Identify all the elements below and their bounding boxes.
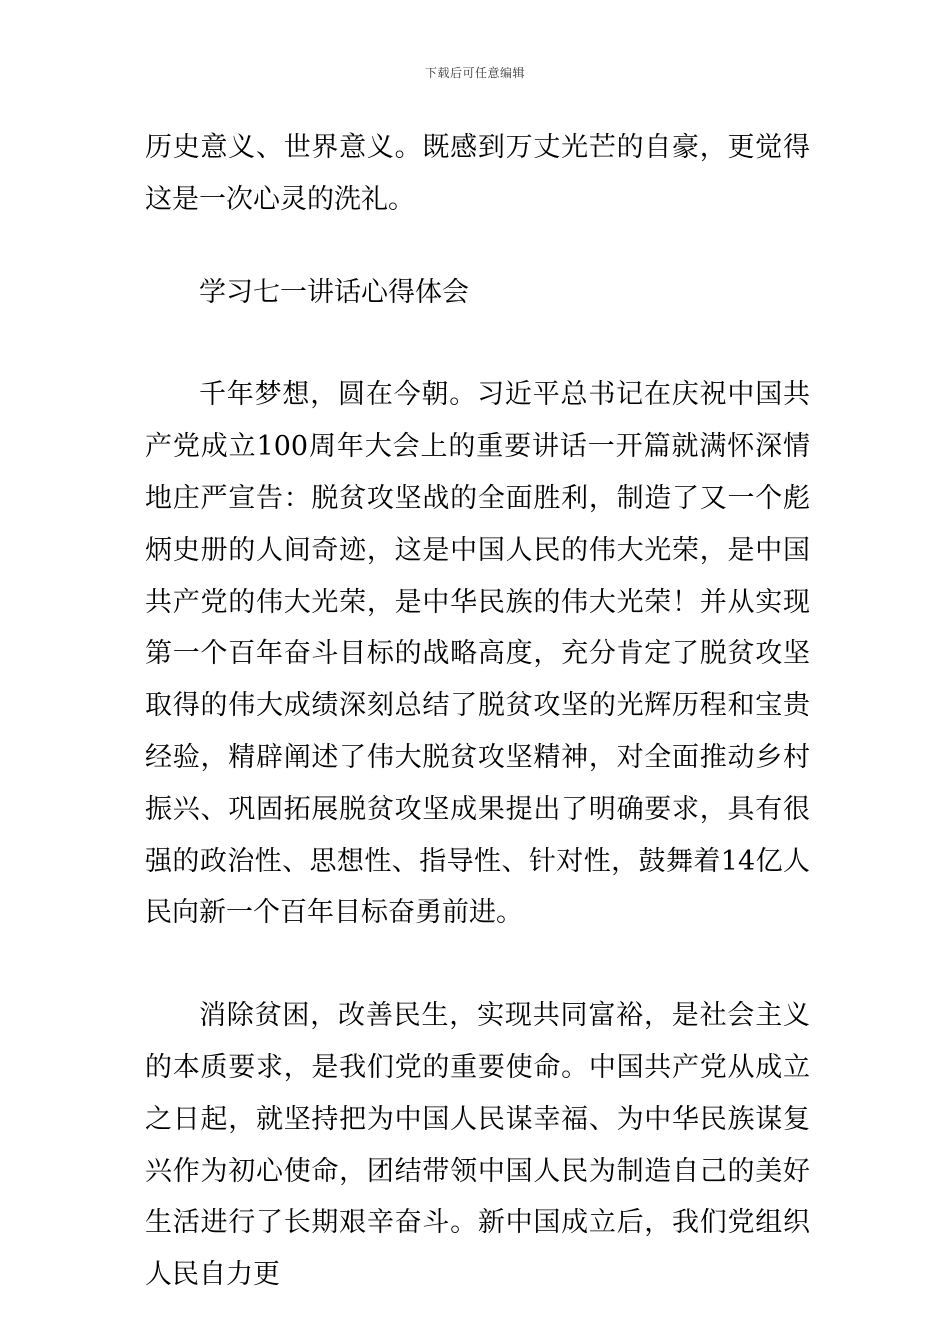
- paragraph-gap: [145, 939, 810, 990]
- paragraph: 消除贫困，改善民生，实现共同富裕，是社会主义的本质要求，是我们党的重要使命。中国共产党从成立之日起，就坚持把为中国人民谋幸福、为中华民族谋复兴作为初心使命，团结带领中国人民为制造自己的美好生活进行了长期艰辛奋斗。新中国成立后，我们党组织人民自力更: [145, 1000, 810, 1291]
- document-body: [145, 122, 810, 1301]
- paragraph-gap: [145, 226, 810, 267]
- section-title: 学习七一讲话心得体会: [199, 276, 469, 308]
- paragraph-continuation: 历史意义、世界意义。既感到万丈光芒的自豪，更觉得这是一次心灵的洗礼。: [145, 132, 810, 215]
- header-note: 下载后可任意编辑: [424, 66, 525, 80]
- paragraph-gap: [145, 318, 810, 369]
- paragraph: 千年梦想，圆在今朝。习近平总书记在庆祝中国共产党成立100周年大会上的重要讲话一开篇就满怀深情地庄严宣告：脱贫攻坚战的全面胜利，制造了又一个彪炳史册的人间奇迹，这是中国人民的伟大光荣，是中国共产党的伟大光荣，是中华民族的伟大光荣！并从实现第一个百年奋斗目标的战略高度，充分肯定了脱贫攻坚取得的伟大成绩深刻总结了脱贫攻坚的光辉历程和宝贵经验，精辟阐述了伟大脱贫攻坚精神，对全面推动乡村振兴、巩固拓展脱贫攻坚成果提出了明确要求，具有很强的政治性、思想性、指导性、针对性，鼓舞着14亿人民向新一个百年目标奋勇前进。: [145, 379, 810, 929]
